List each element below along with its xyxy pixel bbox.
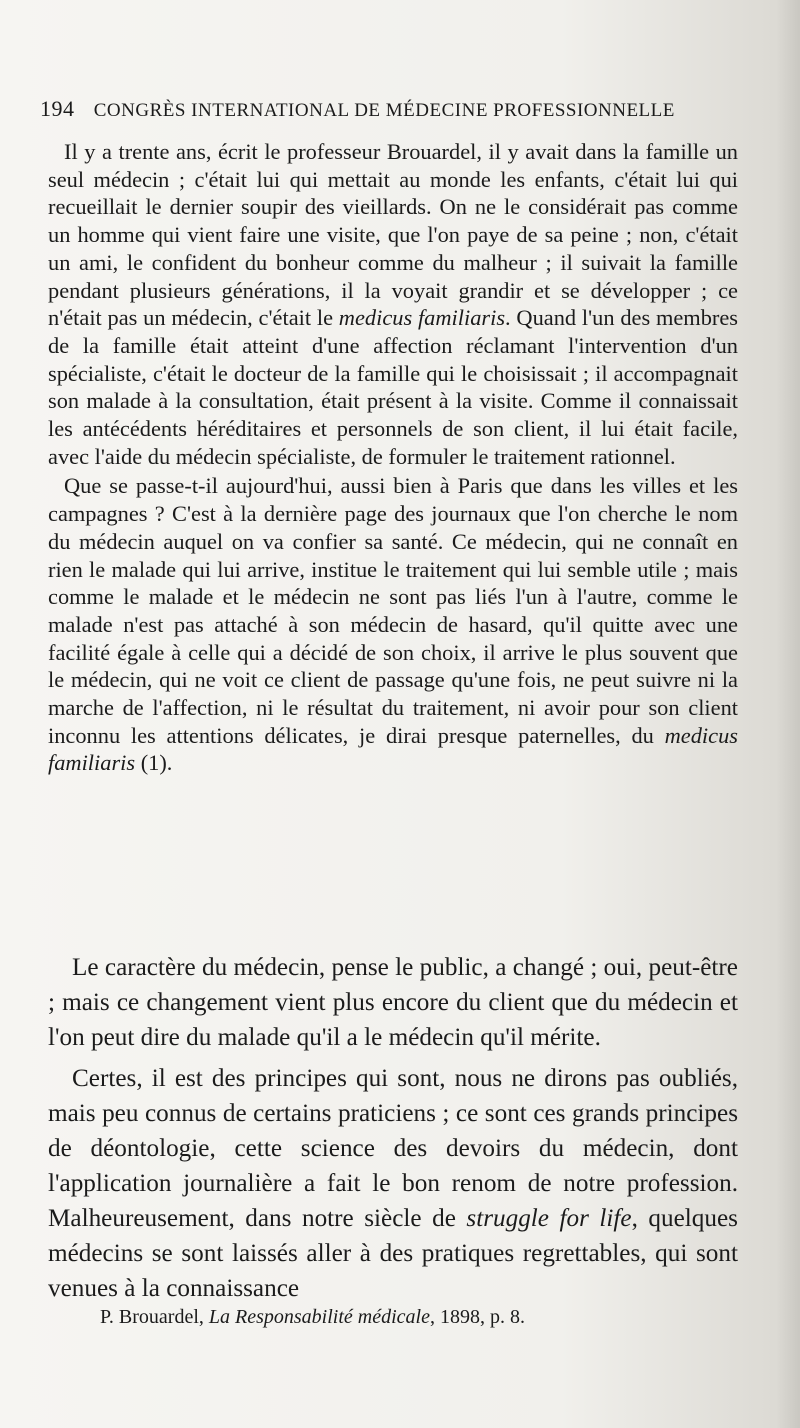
quote-paragraph-2 bbox=[48, 472, 738, 777]
body-text: , quelques médecins se sont laissés aller à des pratiques regrettables, qui sont venues à la connaissance bbox=[48, 1205, 738, 1302]
quote-text: Que se passe-t-il aujourd'hui, aussi bien à Paris que dans les villes et les campagnes ? C'est à la dernière page des journaux que l'on cherche le nom du médecin auquel on va confier sa santé. Ce médecin, qui ne connaît en rien le malade qui lui arrive, institue le traitement qui lui semble utile ; mais comme le malade et le médecin ne sont pas liés l'un à l'autre, comme le malade n'est pas attaché à son médecin de hasard, qu'il quitte avec une facilité égale à celle qui a décidé de son choix, il arrive le plus souvent que le médecin, qui ne voit ce client de passage qu'une fois, ne peut suivre ni la marche de l'affection, ni le résultat du traitement, ni avoir pour son client inconnu les attentions délicates, je dirai presque paternelles, du bbox=[48, 473, 738, 748]
quote-italic-term: medicus familiaris bbox=[338, 305, 506, 331]
main-text bbox=[48, 950, 738, 1306]
quote-text: Il y a trente ans, écrit le professeur Brouardel, il y avait dans la famille un seul médecin ; c'était lui qui mettait au monde les enfants, c'était lui qui recueillait le dernier soupir des vieillards. On ne le considérait pas comme un homme qui vient faire une visite, que l'on paye de sa peine ; non, c'était un ami, le confident du bonheur comme du malheur ; il suivait la famille pendant plusieurs générations, il la voyait grandir et se développer ; ce n'était pas un médecin, c'était le bbox=[48, 139, 738, 331]
body-paragraph-2 bbox=[48, 1061, 738, 1306]
footnote-details: , 1898, p. 8. bbox=[429, 1306, 525, 1328]
footnote bbox=[100, 1306, 740, 1329]
quote-italic-term: medicus familiaris bbox=[48, 722, 738, 776]
quote-text: (1). bbox=[135, 750, 173, 776]
footnote-title: La Responsabilité médicale bbox=[208, 1306, 430, 1328]
footnote-author: P. Brouardel, bbox=[100, 1306, 209, 1328]
running-title: CONGRÈS INTERNATIONAL DE MÉDECINE PROFESSIONNELLE bbox=[93, 100, 675, 121]
body-paragraph-1: Le caractère du médecin, pense le public, a changé ; oui, peut-être ; mais ce changement vient plus encore du client que du médecin et l'on peut dire du malade qu'il a le médecin qu'il mérite. bbox=[48, 954, 738, 1051]
body-text: Certes, il est des principes qui sont, nous ne dirons pas oubliés, mais peu connus de certains praticiens ; ce sont ces grands principes de déontologie, cette science des devoirs du médecin, dont l'application journalière a fait le bon renom de notre profession. Malheureusement, dans notre siècle de bbox=[48, 1065, 738, 1232]
page-number: 194 bbox=[40, 96, 75, 121]
quote-text: . Quand l'un des membres de la famille était atteint d'une affection réclamant l'intervention d'un spécialiste, c'était le docteur de la famille qui le choisissait ; il accompagnait son malade à la consultation, était présent à la visite. Comme il connaissait les antécédents héréditaires et personnels de son client, il lui était facile, avec l'aide du médecin spécialiste, de formuler le traitement rationnel. bbox=[48, 305, 739, 469]
quote-paragraph-1 bbox=[48, 138, 738, 470]
body-italic-term: struggle for life bbox=[466, 1205, 632, 1232]
quoted-passage bbox=[48, 138, 738, 777]
running-header bbox=[40, 96, 750, 122]
